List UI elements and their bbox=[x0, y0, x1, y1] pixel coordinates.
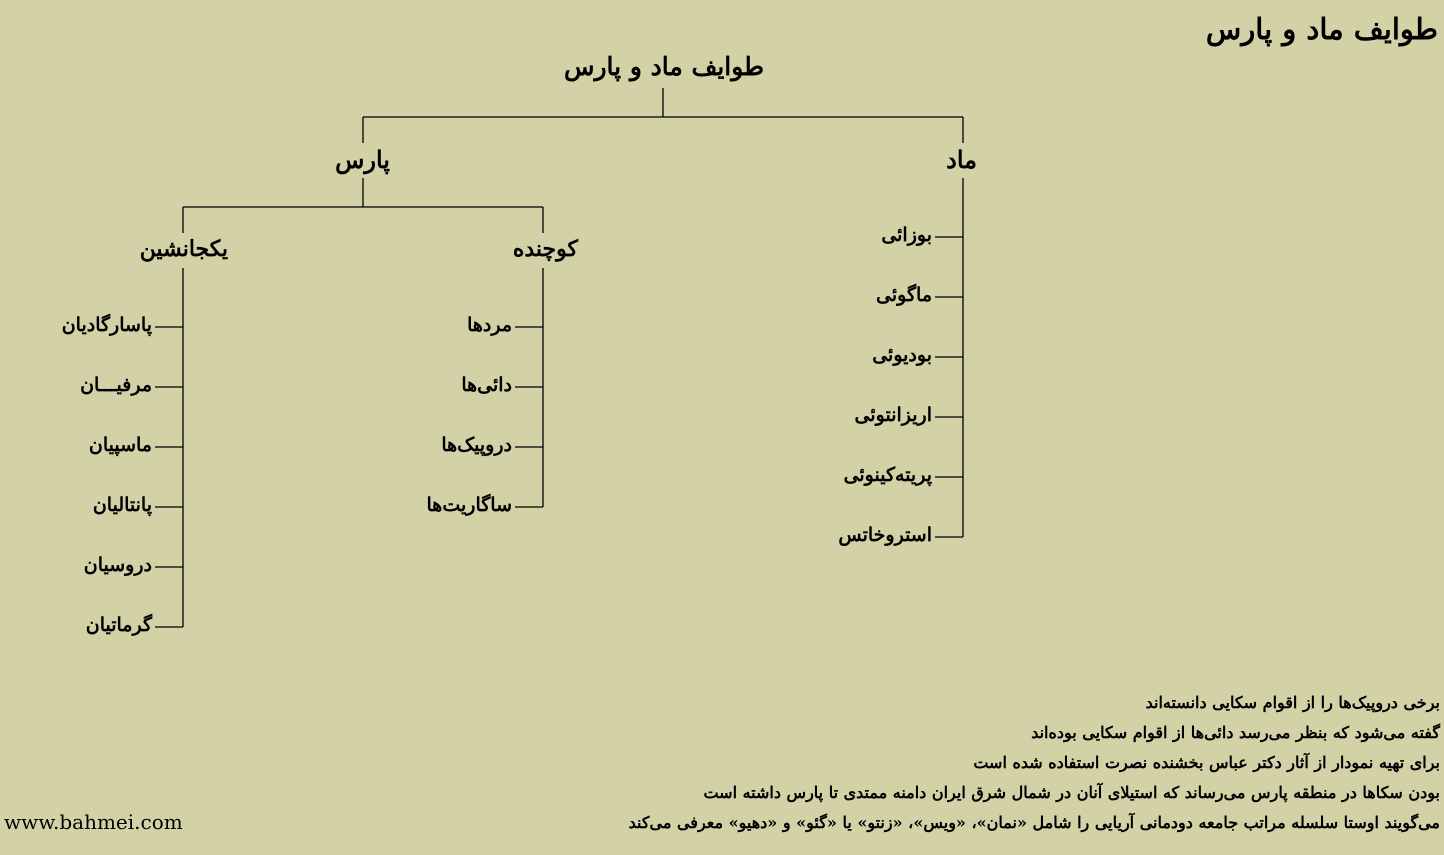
settled-leaf: مرفیـــان bbox=[80, 374, 152, 396]
footnote: بودن سکاها در منطقه پارس می‌رساند که استیلای آنان در شمال شرق ایران دامنه ممتدی تا پارس داشته است bbox=[703, 783, 1440, 802]
node-pars: پارس bbox=[335, 145, 390, 174]
nomadic-leaf: دائی‌ها bbox=[461, 374, 512, 396]
root-node: طوایف ماد و پارس bbox=[563, 52, 765, 81]
page-title: طوایف ماد و پارس bbox=[1205, 12, 1438, 46]
settled-leaf: پاسارگادیان bbox=[61, 314, 152, 336]
mad-leaf: اریزانتوئی bbox=[854, 404, 932, 426]
settled-leaf: گرماتیان bbox=[85, 614, 152, 636]
footnote: گفته می‌شود که بنظر می‌رسد دائی‌ها از اقوام سکایی بوده‌اند bbox=[1031, 723, 1440, 742]
website-url: www.bahmei.com bbox=[4, 810, 183, 834]
mad-leaf: پریته‌کینوئی bbox=[843, 464, 932, 486]
footnotes bbox=[629, 688, 1440, 838]
settled-leaf: دروسیان bbox=[83, 554, 152, 576]
nomadic-leaf: ساگاریت‌ها bbox=[426, 494, 512, 516]
mad-leaf: ماگوئی bbox=[876, 284, 932, 306]
mad-leaf: بوزائی bbox=[881, 224, 932, 246]
settled-leaf: پانتالیان bbox=[92, 494, 152, 516]
mad-leaf: استروخاتس bbox=[838, 524, 932, 546]
node-settled: یکجانشین bbox=[139, 236, 228, 262]
nomadic-leaf: دروپیک‌ها bbox=[441, 434, 512, 456]
footnote: برخی دروپیک‌ها را از اقوام سکایی دانسته‌اند bbox=[1145, 693, 1440, 712]
footnote: می‌گویند اوستا سلسله مراتب جامعه دودمانی آریایی را شامل «نمان»، «ویس»، «زنتو» یا «گئو» و «دهیو» معرفی می‌کند bbox=[628, 813, 1440, 832]
mad-leaf: بودیوئی bbox=[872, 344, 932, 366]
settled-leaf: ماسپیان bbox=[88, 434, 152, 456]
node-nomadic: کوچنده bbox=[512, 236, 578, 262]
node-mad: ماد bbox=[946, 145, 977, 174]
footnote: برای تهیه نمودار از آثار دکتر عباس بخشنده نصرت استفاده شده است bbox=[973, 753, 1440, 772]
nomadic-leaf: مردها bbox=[467, 314, 512, 336]
